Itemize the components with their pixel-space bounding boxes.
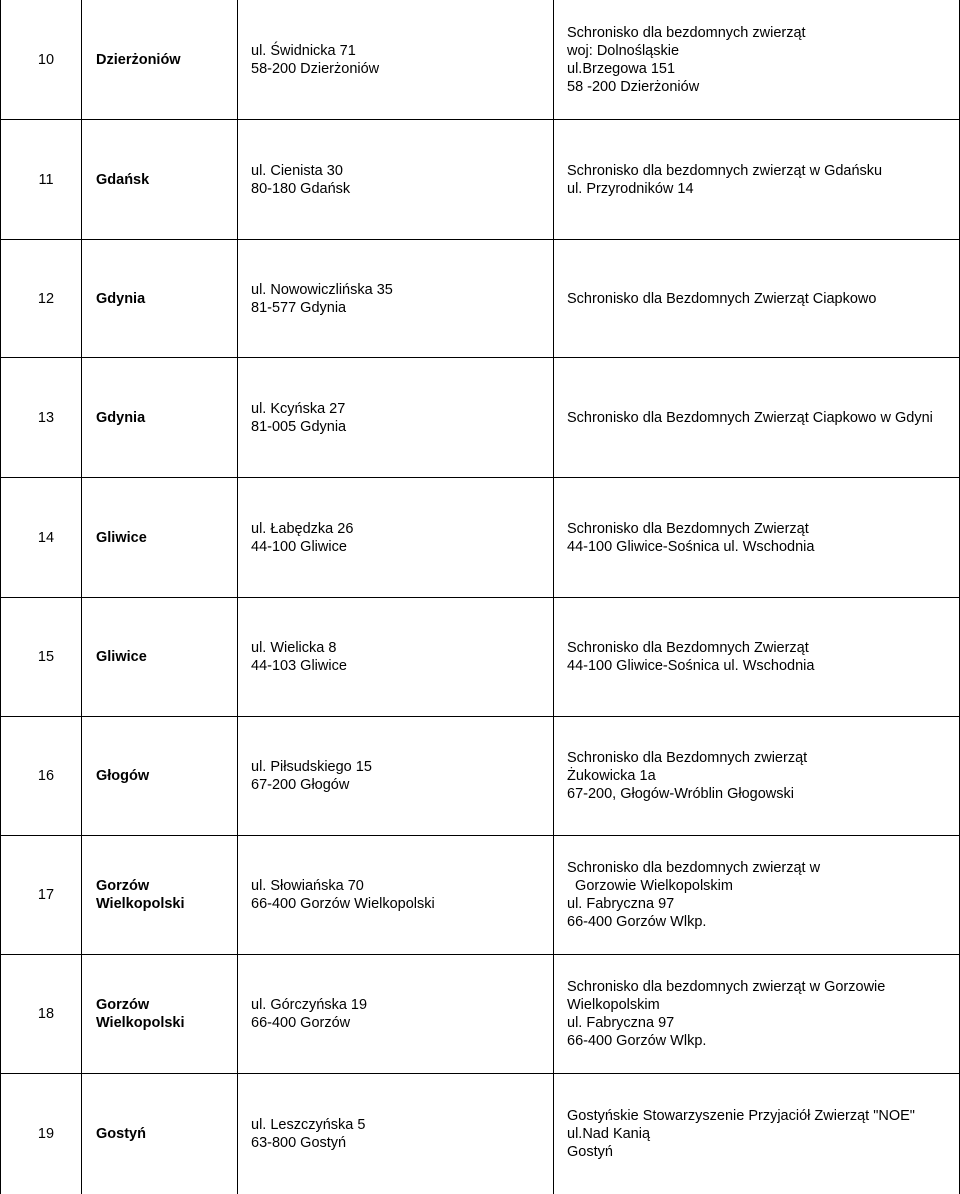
shelter-info-cell [554,478,959,597]
table-row [1,955,959,1074]
shelter-info-line: 66-400 Gorzów Wlkp. [567,1033,707,1049]
shelter-info-line: Schronisko dla bezdomnych zwierząt [567,24,806,41]
address-cell [238,0,553,119]
shelter-info-line: Gostyńskie Stowarzyszenie Przyjaciół Zwierząt "NOE" [567,1108,915,1124]
address-cell [238,478,553,597]
address-line: 44-100 Gliwice [251,538,347,555]
city-name-cell [82,836,237,954]
address-line: ul. Leszczyńska 5 [251,1117,366,1133]
row-number-cell [1,478,81,597]
row-number: 12 [37,290,55,307]
address-cell [238,598,553,716]
row-number-cell [1,240,81,357]
table-row [1,478,959,598]
address-cell [238,717,553,835]
address-cell [238,240,553,357]
address-line: 44-103 Gliwice [251,658,347,674]
city-name-line: Gliwice [96,529,147,546]
shelter-info-cell [554,717,959,835]
shelter-info-cell [554,598,959,716]
address-line: 81-005 Gdynia [251,418,347,435]
address-cell [238,1074,553,1194]
city-name-cell [82,955,237,1073]
table-row [1,358,959,478]
shelter-info-line: ul.Brzegowa 151 [567,60,676,77]
row-number: 15 [37,649,55,665]
shelter-info-line: 44-100 Gliwice-Sośnica ul. Wschodnia [567,538,815,555]
address-line: 67-200 Głogów [251,777,350,793]
city-name-cell [82,717,237,835]
address-line: ul. Cienista 30 [251,162,343,179]
city-name-line: Głogów [96,768,150,784]
city-name-cell [82,120,237,239]
city-name-cell [82,598,237,716]
shelter-info-cell [554,1074,959,1194]
row-number-cell [1,955,81,1073]
shelter-info-cell [554,120,959,239]
city-name-line: Gdańsk [96,171,150,188]
shelter-info-line: ul. Przyrodników 14 [567,180,694,197]
city-name-line: Gdynia [96,290,146,307]
table-row [1,240,959,358]
city-name-cell [82,0,237,119]
address-line: 63-800 Gostyń [251,1135,347,1151]
table-row [1,1074,959,1194]
address-line: ul. Kcyńska 27 [251,400,346,417]
shelter-info-line: 58 -200 Dzierżoniów [567,78,700,95]
table-row [1,836,959,955]
city-name-line: Gliwice [96,649,147,665]
shelter-info-cell [554,955,959,1073]
shelter-info-line: Schronisko dla Bezdomnych Zwierząt [567,640,809,656]
city-name-cell [82,240,237,357]
shelter-info-line: ul. Fabryczna 97 [567,1015,675,1031]
address-line: ul. Górczyńska 19 [251,997,368,1013]
shelter-info-cell [554,836,959,954]
shelter-info-line: Schronisko dla Bezdomnych Zwierząt Ciapkowo w Gdyni [567,409,933,426]
row-number: 18 [37,1006,55,1022]
row-number-cell [1,598,81,716]
city-name-cell [82,1074,237,1194]
shelter-info-line: 44-100 Gliwice-Sośnica ul. Wschodnia [567,658,815,674]
address-line: 66-400 Gorzów [251,1015,351,1031]
city-name-line: Gdynia [96,409,146,426]
address-cell [238,358,553,477]
city-name-line: Wielkopolski [96,1015,185,1031]
address-line: 58-200 Dzierżoniów [251,60,380,77]
address-cell [238,120,553,239]
shelter-info-line: woj: Dolnośląskie [567,42,680,59]
city-name-line: Gorzów [96,878,150,894]
shelter-info-cell [554,240,959,357]
row-number-cell [1,0,81,119]
shelter-info-line: 67-200, Głogów-Wróblin Głogowski [567,786,795,802]
row-number: 16 [37,768,55,784]
table-row [1,717,959,836]
row-number: 11 [38,171,54,188]
address-cell [238,955,553,1073]
shelter-info-line: ul. Fabryczna 97 [567,896,675,912]
address-line: ul. Nowowiczlińska 35 [251,281,393,298]
shelter-info-line: Schronisko dla Bezdomnych Zwierząt [567,520,809,537]
shelter-info-line: Schronisko dla bezdomnych zwierząt w Gorzowie [567,979,886,995]
shelter-info-line: Schronisko dla Bezdomnych Zwierząt Ciapkowo [567,290,877,307]
shelter-info-cell [554,358,959,477]
address-line: ul. Łabędzka 26 [251,520,354,537]
city-name-cell [82,358,237,477]
address-line: ul. Świdnicka 71 [251,42,356,59]
shelter-info-line: Gorzowie Wielkopolskim [567,878,733,894]
table-row [1,598,959,717]
address-line: 81-577 Gdynia [251,299,347,316]
shelter-info-line: Schronisko dla Bezdomnych zwierząt [567,750,808,766]
row-number-cell [1,1074,81,1194]
row-number: 19 [37,1126,55,1142]
city-name-line: Dzierżoniów [96,51,181,68]
row-number-cell [1,120,81,239]
shelter-info-line: Schronisko dla bezdomnych zwierząt w [567,860,821,876]
shelter-info-line: ul.Nad Kanią [567,1126,651,1142]
row-number: 14 [37,529,55,546]
address-cell [238,836,553,954]
row-number: 17 [37,887,55,903]
shelter-info-line: Schronisko dla bezdomnych zwierząt w Gdańsku [567,162,883,179]
city-name-cell [82,478,237,597]
row-number: 13 [37,409,55,426]
row-number: 10 [37,51,55,68]
row-number-cell [1,358,81,477]
row-number-cell [1,717,81,835]
row-number-cell [1,836,81,954]
shelter-info-cell [554,0,959,119]
city-name-line: Wielkopolski [96,896,185,912]
address-line: 66-400 Gorzów Wielkopolski [251,896,435,912]
city-name-line: Gorzów [96,997,150,1013]
shelter-info-line: 66-400 Gorzów Wlkp. [567,914,707,930]
city-name-line: Gostyń [96,1126,146,1142]
address-line: ul. Wielicka 8 [251,640,337,656]
shelter-info-line: Żukowicka 1a [567,768,656,784]
shelter-info-line: Wielkopolskim [567,997,660,1013]
address-line: 80-180 Gdańsk [251,180,351,197]
address-line: ul. Piłsudskiego 15 [251,759,372,775]
address-line: ul. Słowiańska 70 [251,878,364,894]
table-row [1,120,959,240]
shelter-info-line: Gostyń [567,1144,613,1160]
table-row [1,0,959,120]
